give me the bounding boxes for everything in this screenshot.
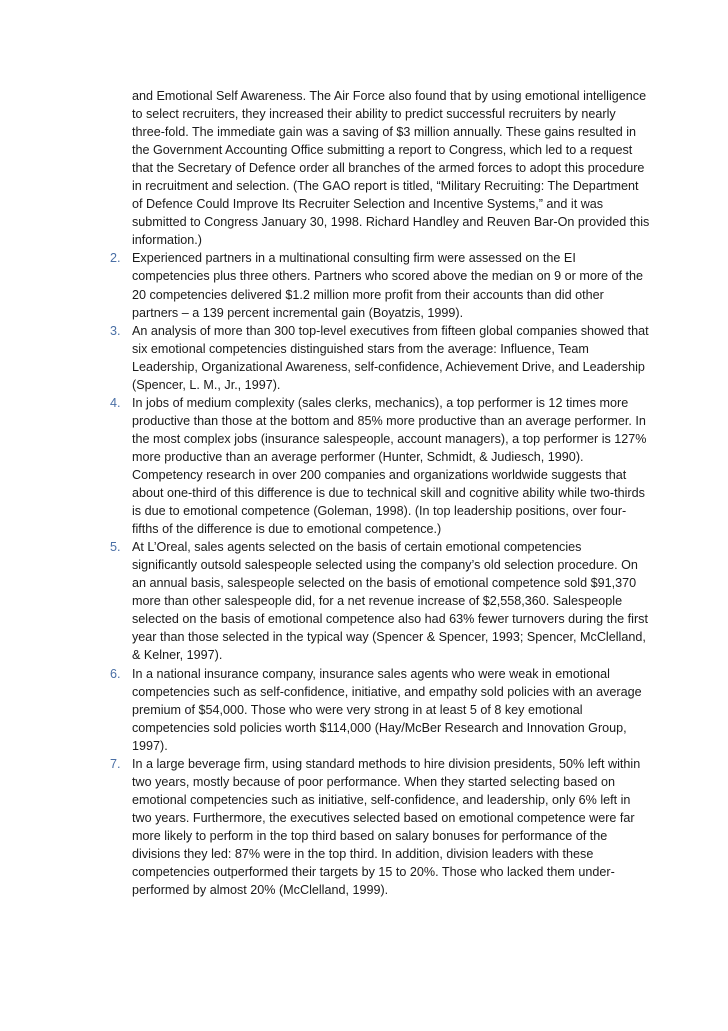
list-item-5 — [110, 538, 650, 664]
list-item-continuation — [110, 87, 650, 249]
numbered-list — [110, 87, 650, 899]
list-marker: 5. — [110, 540, 121, 555]
list-item-3 — [110, 322, 650, 394]
list-item-text: In a large beverage firm, using standard methods to hire division presidents, 50% left within two years, mostly because of poor performance. When they started selecting based on emotional competencies such as initiative, self-confidence, and leadership, only 6% left in two years. Furthermore, the executives selected based on emotional competence were far more likely to perform in the top third based on salary bonuses for performance of the divisions they led: 87% were in the top third. In addition, division leaders with these competencies outperformed their targets by 15 to 20%. Those who lacked them under-performed by almost 20% (McClelland, 1999). — [132, 756, 641, 898]
list-marker: 2. — [110, 251, 121, 266]
list-marker: 7. — [110, 756, 121, 771]
list-item-2 — [110, 249, 650, 321]
list-item-text: Experienced partners in a multinational consulting firm were assessed on the EI competencies plus three others. Partners who scored above the median on 9 or more of the 20 competencies delivered $1.2 million more profit from their accounts than did other partners – a 139 percent incremental gain (Boyatzis, 1999). — [132, 251, 644, 320]
list-marker: 4. — [110, 395, 121, 410]
list-item-7 — [110, 755, 650, 899]
list-item-6 — [110, 665, 650, 755]
list-item-text: At L’Oreal, sales agents selected on the basis of certain emotional competencies significantly outsold salespeople selected using the company’s old selection procedure. On an annual basis, salespeople selected on the basis of emotional competence sold $91,370 more than other salespeople did, for a net revenue increase of $2,558,360. Salespeople selected on the basis of emotional competence also had 63% fewer turnovers during the first year than those selected in the typical way (Spencer & Spencer, 1993; Spencer, McClelland, & Kelner, 1997). — [132, 540, 648, 663]
list-marker: 6. — [110, 666, 121, 681]
list-item-text: In jobs of medium complexity (sales clerks, mechanics), a top performer is 12 times more productive than those at the bottom and 85% more productive than an average performer. In the most complex jobs (insurance salespeople, account managers), a top performer is 127% more productive than an average performer (Hunter, Schmidt, & Judiesch, 1990). Competency research in over 200 companies and organizations worldwide suggests that about one-third of this difference is due to technical skill and cognitive ability while two-thirds is due to emotional competence (Goleman, 1998). (In top leadership positions, over four-fifths of the difference is due to emotional competence.) — [132, 395, 647, 537]
list-marker: 3. — [110, 323, 121, 338]
list-item-text: An analysis of more than 300 top-level executives from fifteen global companies showed that six emotional competencies distinguished stars from the average: Influence, Team Leadership, Organizational Awareness, self-confidence, Achievement Drive, and Leadership (Spencer, L. M., Jr., 1997). — [132, 323, 649, 392]
list-item-text: In a national insurance company, insurance sales agents who were weak in emotional competencies such as self-confidence, initiative, and empathy sold policies with an average premium of $54,000. Those who were very strong in at least 5 of 8 key emotional competencies sold policies worth $114,000 (Hay/McBer Research and Innovation Group, 1997). — [132, 666, 642, 753]
list-item-4 — [110, 394, 650, 538]
list-item-text: and Emotional Self Awareness. The Air Force also found that by using emotional intelligence to select recruiters, they increased their ability to predict successful recruiters by nearly three-fold. The immediate gain was a saving of $3 million annually. These gains resulted in the Government Accounting Office submitting a report to Congress, which led to a request that the Secretary of Defence order all branches of the armed forces to adopt this procedure in recruitment and selection. (The GAO report is titled, “Military Recruiting: The Department of Defence Could Improve Its Recruiter Selection and Incentive Systems,” and it was submitted to Congress January 30, 1998. Richard Handley and Reuven Bar-On provided this information.) — [132, 89, 650, 248]
